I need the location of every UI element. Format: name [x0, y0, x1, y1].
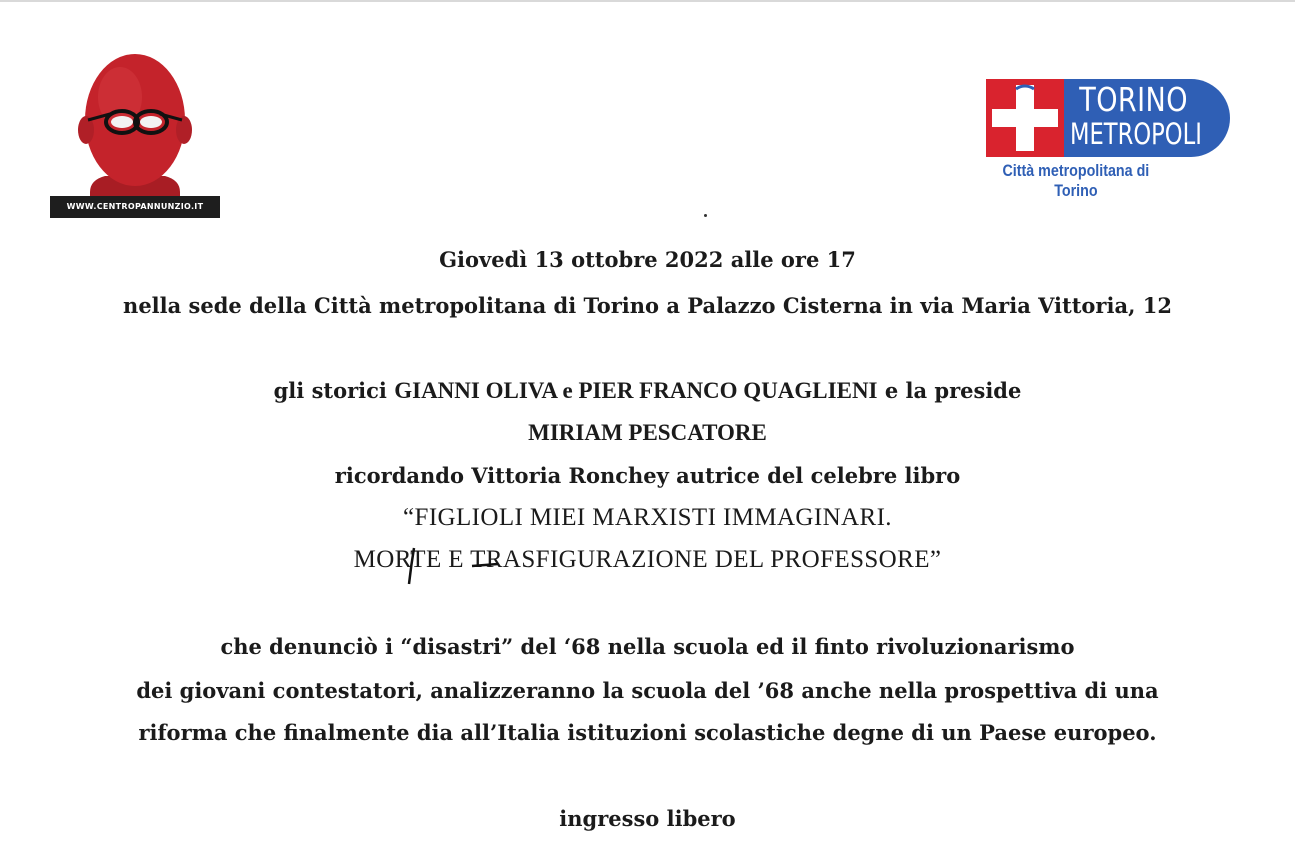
date-line: Giovedì 13 ottobre 2022 alle ore 17	[439, 247, 856, 272]
logo-right-title: TORINO	[1079, 80, 1188, 119]
speakers-names: GIANNI OLIVA e PIER FRANCO QUAGLIENI	[394, 378, 878, 403]
red-head-glasses-icon	[50, 42, 220, 218]
venue-line: nella sede della Città metropolitana di Torino a Palazzo Cisterna in via Maria Vittoria, 12	[123, 293, 1172, 318]
torino-metropoli-logo	[986, 79, 1232, 200]
logo-right-tagline: Città metropolitana di Torino	[1002, 161, 1150, 200]
logo-right-subtitle: METROPOLI	[1070, 117, 1202, 151]
logo-left-caption: WWW.CENTROPANNUNZIO.IT	[50, 196, 220, 218]
principal-name: MIRIAM PESCATORE	[528, 420, 767, 445]
admission-line: ingresso libero	[559, 806, 736, 831]
handwritten-correction-mark	[400, 546, 510, 586]
logo-right-badge	[986, 79, 1230, 157]
stray-dot	[704, 214, 707, 217]
centro-pannunzio-logo	[50, 42, 220, 218]
speakers-line	[0, 378, 1295, 404]
description-line-3: riforma che finalmente dia all’Italia istituzioni scolastiche degne di un Paese europeo.	[138, 720, 1157, 745]
speakers-suffix: e la preside	[877, 378, 1022, 403]
description-line-2: dei giovani contestatori, analizzeranno la scuola del ’68 anche nella prospettiva di una	[136, 678, 1159, 703]
savoy-cross-flag-icon	[986, 79, 1064, 157]
book-title-line-1: “FIGLIOLI MIEI MARXISTI IMMAGINARI.	[403, 504, 892, 531]
book-title-line-2: MORTE E TRASFIGURAZIONE DEL PROFESSORE”	[353, 546, 942, 573]
top-border	[0, 0, 1295, 2]
description-line-1: che denunciò i “disastri” del ‘68 nella scuola ed il finto rivoluzionarismo	[220, 634, 1075, 659]
remembering-line: ricordando Vittoria Ronchey autrice del celebre libro	[334, 463, 961, 488]
speakers-prefix: gli storici	[273, 378, 395, 403]
